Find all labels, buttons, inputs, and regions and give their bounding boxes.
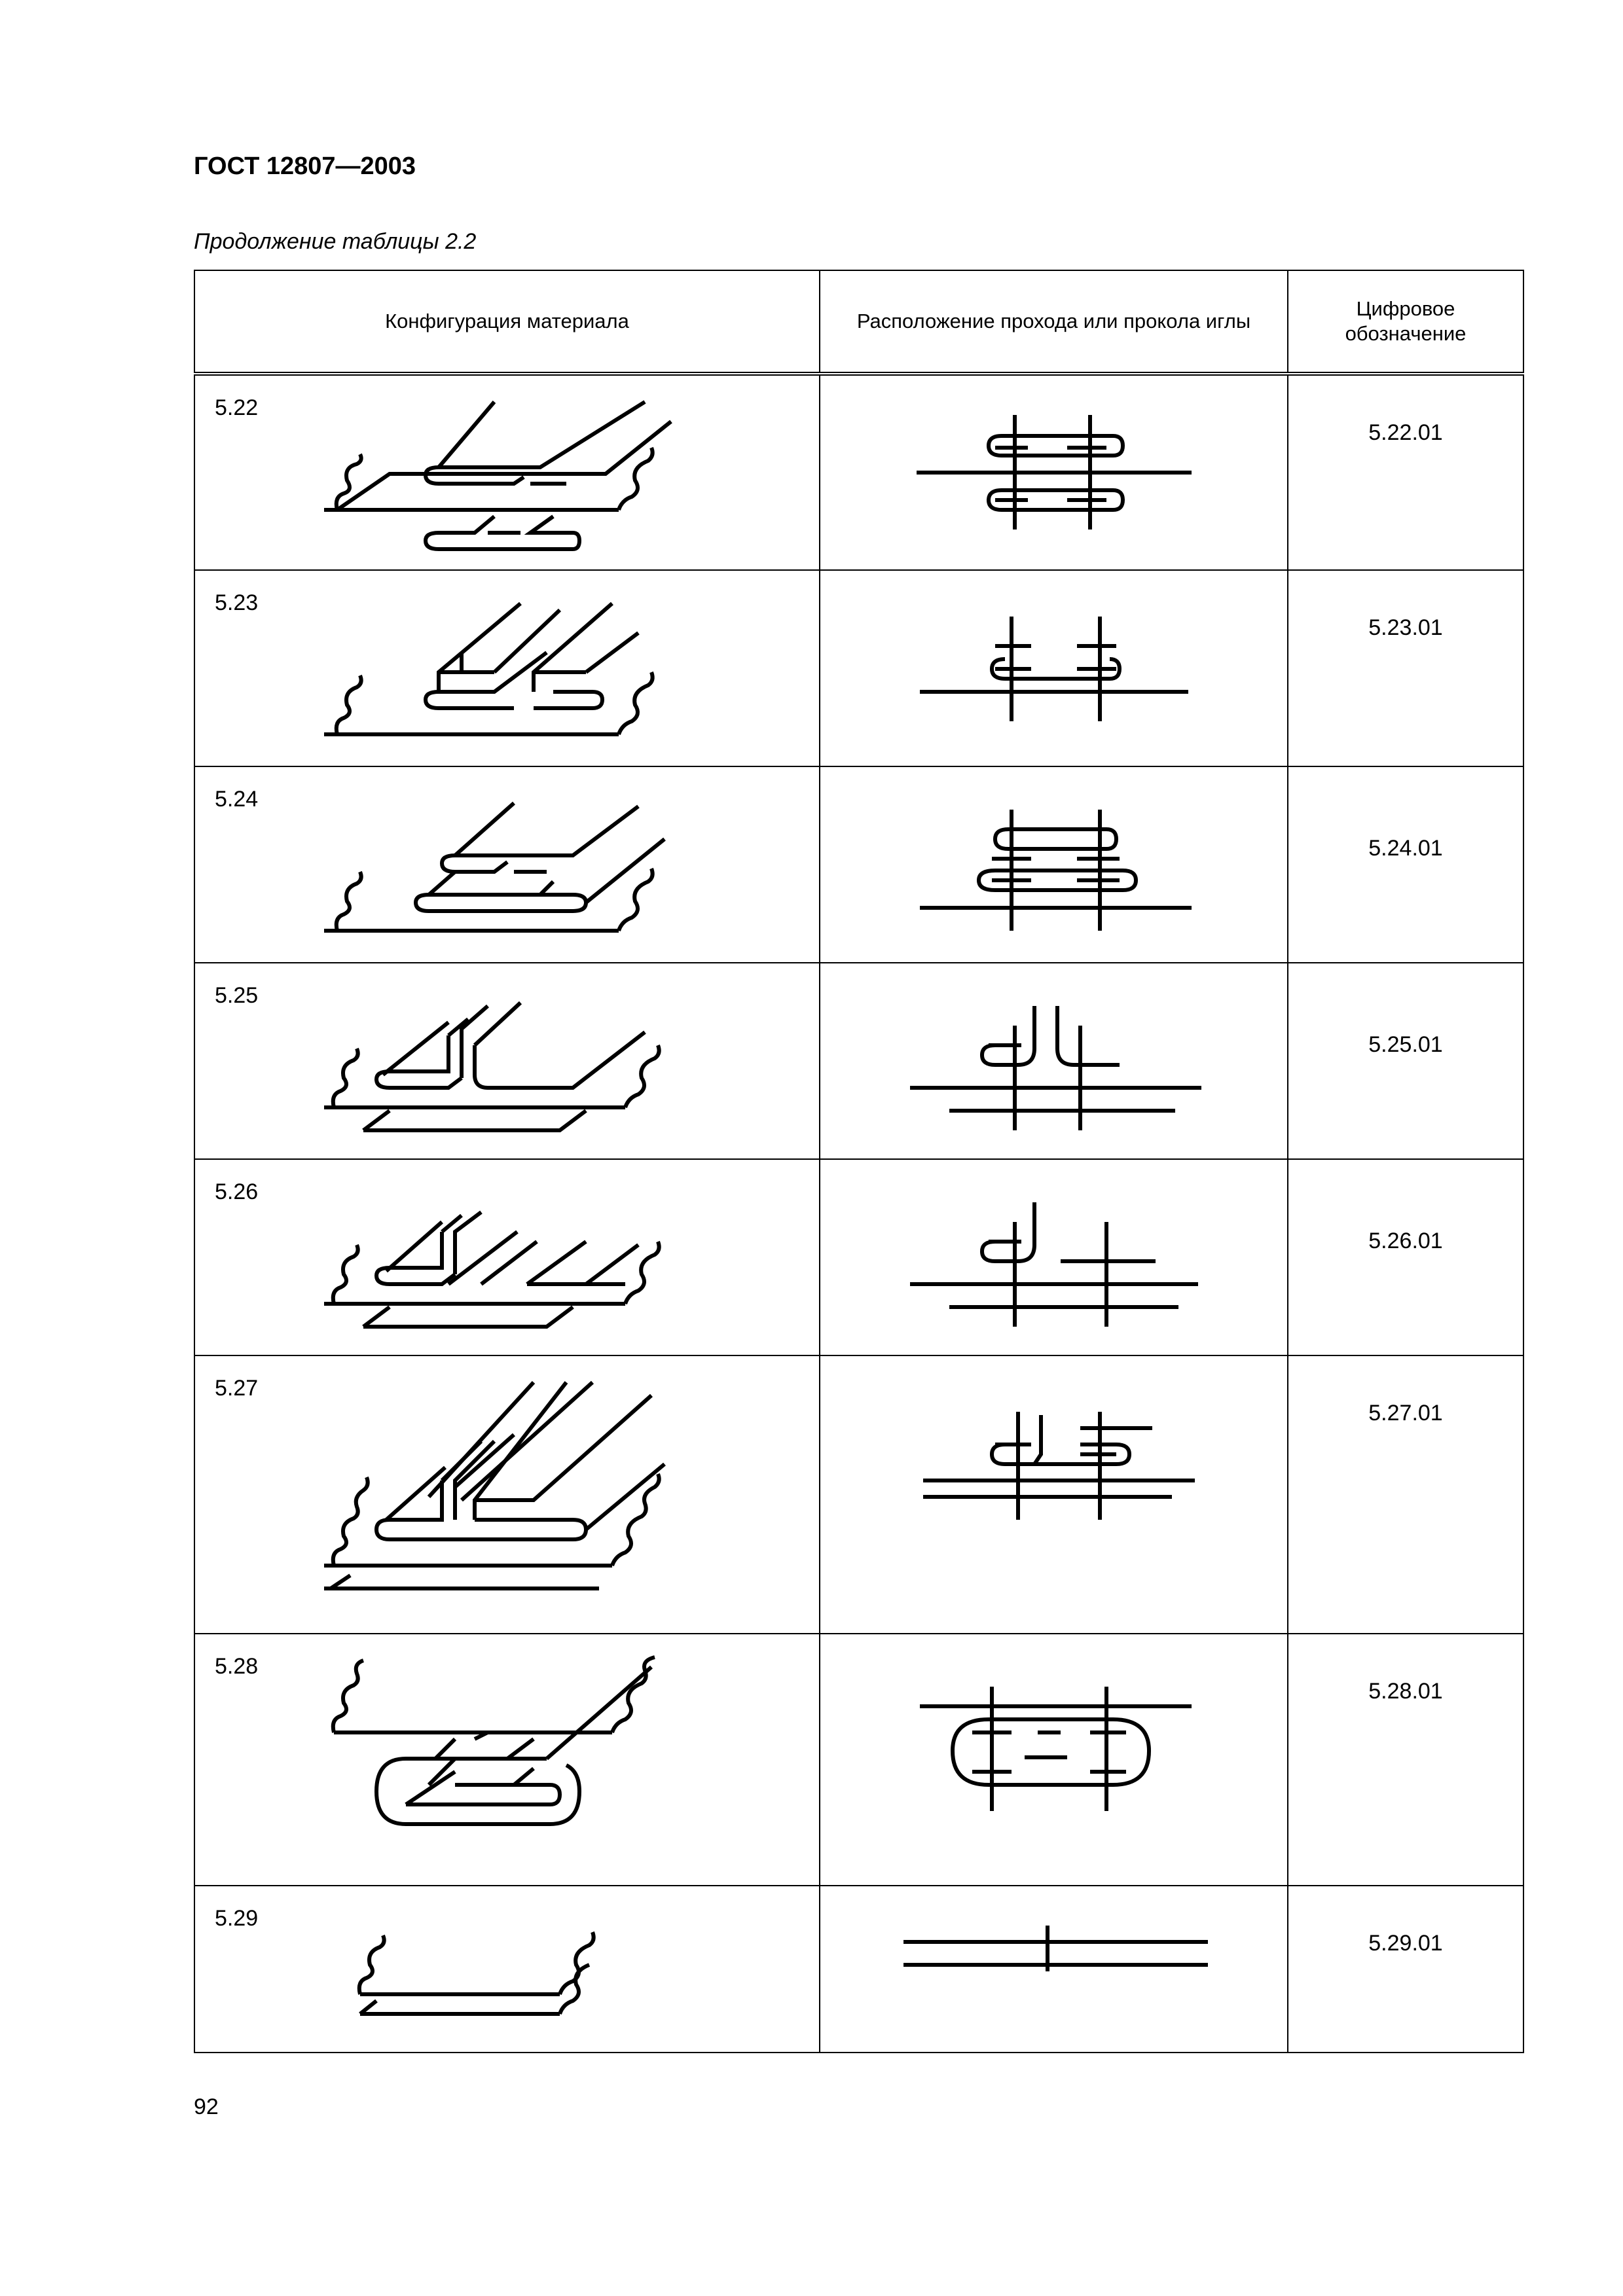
digital-code: 5.27.01 <box>1368 1401 1443 1426</box>
material-configuration-cell <box>194 374 820 570</box>
material-configuration-diagram <box>298 963 717 1157</box>
material-configuration-cell <box>194 1159 820 1355</box>
digital-code: 5.24.01 <box>1368 836 1443 861</box>
needle-position-cell <box>820 766 1288 963</box>
table-row <box>194 570 1523 766</box>
material-configuration-diagram <box>298 1886 717 2050</box>
row-number: 5.29 <box>215 1906 259 1931</box>
code-cell <box>1288 963 1523 1159</box>
digital-code: 5.23.01 <box>1368 615 1443 640</box>
digital-code: 5.22.01 <box>1368 420 1443 445</box>
digital-code: 5.26.01 <box>1368 1229 1443 1253</box>
table-row <box>194 374 1523 570</box>
table-header-row <box>194 270 1523 374</box>
needle-position-cell <box>820 570 1288 766</box>
needle-position-diagram <box>890 1634 1218 1883</box>
row-number: 5.25 <box>215 983 259 1008</box>
material-configuration-diagram <box>298 1160 717 1354</box>
needle-position-diagram <box>890 1160 1218 1354</box>
needle-position-cell <box>820 1634 1288 1886</box>
digital-code: 5.29.01 <box>1368 1931 1443 1956</box>
column-header-needle-position: Расположение прохода или прокола иглы <box>820 270 1288 374</box>
seam-configuration-table <box>194 270 1524 2053</box>
digital-code: 5.28.01 <box>1368 1679 1443 1704</box>
table-row <box>194 766 1523 963</box>
row-number: 5.27 <box>215 1376 259 1401</box>
material-configuration-diagram <box>298 767 717 961</box>
material-configuration-cell <box>194 963 820 1159</box>
code-cell <box>1288 766 1523 963</box>
digital-code: 5.25.01 <box>1368 1032 1443 1057</box>
table-caption: Продолжение таблицы 2.2 <box>194 229 477 254</box>
page-number: 92 <box>194 2094 219 2119</box>
code-cell <box>1288 1355 1523 1634</box>
row-number: 5.24 <box>215 787 259 812</box>
material-configuration-cell <box>194 1355 820 1634</box>
material-configuration-diagram <box>298 1356 717 1631</box>
needle-position-diagram <box>890 376 1218 569</box>
row-number: 5.22 <box>215 395 259 420</box>
column-header-code: Цифровое обозначение <box>1288 270 1523 374</box>
table-row <box>194 1355 1523 1634</box>
document-header: ГОСТ 12807—2003 <box>194 152 416 180</box>
needle-position-cell <box>820 1886 1288 2053</box>
needle-position-diagram <box>890 963 1218 1157</box>
needle-position-diagram <box>890 571 1218 764</box>
code-cell <box>1288 1159 1523 1355</box>
material-configuration-diagram <box>298 1634 717 1883</box>
row-number: 5.23 <box>215 590 259 615</box>
needle-position-diagram <box>890 767 1218 961</box>
code-cell <box>1288 374 1523 570</box>
needle-position-cell <box>820 1159 1288 1355</box>
table-row <box>194 963 1523 1159</box>
table-row <box>194 1159 1523 1355</box>
row-number: 5.28 <box>215 1654 259 1679</box>
material-configuration-cell <box>194 1634 820 1886</box>
needle-position-cell <box>820 963 1288 1159</box>
needle-position-diagram <box>890 1356 1218 1631</box>
material-configuration-diagram <box>298 376 717 569</box>
material-configuration-cell <box>194 570 820 766</box>
needle-position-diagram <box>890 1886 1218 2050</box>
code-cell <box>1288 1886 1523 2053</box>
material-configuration-cell <box>194 1886 820 2053</box>
needle-position-cell <box>820 1355 1288 1634</box>
material-configuration-diagram <box>298 571 717 764</box>
code-cell <box>1288 1634 1523 1886</box>
table-row <box>194 1886 1523 2053</box>
needle-position-cell <box>820 374 1288 570</box>
code-cell <box>1288 570 1523 766</box>
table-row <box>194 1634 1523 1886</box>
row-number: 5.26 <box>215 1179 259 1204</box>
material-configuration-cell <box>194 766 820 963</box>
column-header-configuration: Конфигурация материала <box>194 270 820 374</box>
